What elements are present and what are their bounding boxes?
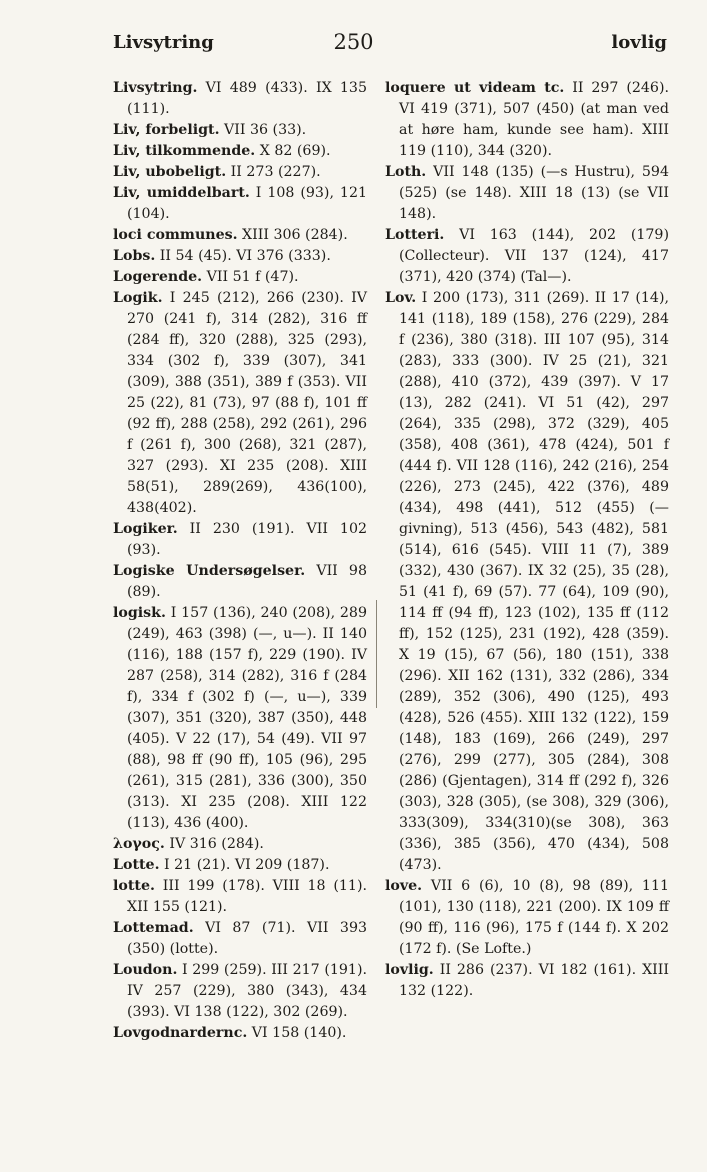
entry-headword: λογος.: [113, 836, 165, 852]
entry-headword: love.: [385, 878, 423, 894]
index-entry: [113, 1023, 367, 1044]
index-entry: [385, 225, 669, 288]
entry-references: VII 36 (33).: [219, 122, 307, 138]
index-entry: [113, 519, 367, 561]
index-entry: [113, 288, 367, 519]
entry-headword: loquere ut videam tc.: [385, 80, 565, 96]
entry-references: VII 6 (6), 10 (8), 98 (89), 111 (101), 130 (118), 221 (200). IX 109 ff (90 ff), 116 (96), 175 f (144 f). X 202 (172 f). (Se Lofte.): [399, 878, 669, 957]
index-entry: [113, 960, 367, 1023]
entry-headword: Logerende.: [113, 269, 203, 285]
entry-references: XIII 306 (284).: [237, 227, 348, 243]
header-right-catchword: lovlig: [611, 32, 667, 53]
entry-headword: Lobs.: [113, 248, 156, 264]
index-entry: [385, 288, 669, 876]
entry-references: VII 51 f (47).: [202, 269, 299, 285]
right-column: [385, 78, 669, 1002]
index-entry: [385, 876, 669, 960]
index-entry: [113, 561, 367, 603]
entry-headword: Lottemad.: [113, 920, 194, 936]
entry-references: X 82 (69).: [255, 143, 331, 159]
entry-headword: loci communes.: [113, 227, 238, 243]
index-entry: [113, 834, 367, 855]
entry-references: I 200 (173), 311 (269). II 17 (14), 141 (118), 189 (158), 276 (229), 284 f (236), 380 (318). III 107 (95), 314 (283), 333 (300). IV 25 (21), 321 (288), 410 (372), 439 (397). V 17 (13), 282 (241). VI 51 (42), 297 (264), 335 (298), 372 (329), 405 (358), 408 (361), 478 (424), 501 f (444 f). VII 128 (116), 242 (216), 254 (226), 273 (245), 422 (376), 489 (434), 498 (441), 512 (455) (—givning), 513 (456), 543 (482), 581 (514), 616 (545). VIII 11 (7), 389 (332), 430 (367). IX 32 (25), 35 (28), 51 (41 f), 69 (57). 77 (64), 109 (90), 114 ff (94 ff), 123 (102), 135 ff (112 ff), 152 (125), 231 (192), 428 (359). X 19 (15), 67 (56), 180 (151), 338 (296). XII 162 (131), 332 (286), 334 (289), 352 (306), 490 (125), 493 (428), 526 (455). XIII 132 (122), 159 (148), 183 (169), 266 (249), 297 (276), 299 (277), 305 (284), 308 (286) (Gjentagen), 314 ff (292 f), 326 (303), 328 (305), (se 308), 329 (306), 333(309), 334(310)(se 308), 363 (336), 385 (356), 470 (434), 508 (473).: [399, 290, 669, 873]
index-entry: [113, 225, 367, 246]
entry-references: VII 148 (135) (—s Hustru), 594 (525) (se 148). XIII 18 (13) (se VII 148).: [399, 164, 669, 222]
entry-references: VII 98 (89).: [127, 563, 367, 600]
entry-headword: Loth.: [385, 164, 427, 180]
entry-references: VI 158 (140).: [247, 1025, 347, 1041]
index-entry: [113, 876, 367, 918]
entry-references: I 157 (136), 240 (208), 289 (249), 463 (398) (—, u—). II 140 (116), 188 (157 f), 229 (190). IV 287 (258), 314 (282), 316 f (284 f), 334 f (302 f) (—, u—), 339 (307), 351 (320), 387 (350), 448 (405). V 22 (17), 54 (49). VII 97 (88), 98 ff (90 ff), 105 (96), 295 (261), 315 (281), 336 (300), 350 (313). XI 235 (208). XIII 122 (113), 436 (400).: [127, 605, 367, 831]
entry-headword: logisk.: [113, 605, 166, 621]
entry-references: VI 489 (433). IX 135 (111).: [127, 80, 367, 117]
entry-headword: Logiker.: [113, 521, 178, 537]
index-entry: [113, 162, 367, 183]
entry-headword: Liv, ubobeligt.: [113, 164, 227, 180]
entry-headword: Logik.: [113, 290, 163, 306]
entry-references: VI 87 (71). VII 393 (350) (lotte).: [127, 920, 367, 957]
index-entry: [113, 183, 367, 225]
entry-headword: Liv, forbeligt.: [113, 122, 220, 138]
page-number: 250: [333, 30, 374, 54]
entry-headword: Lotteri.: [385, 227, 445, 243]
entry-headword: lovlig.: [385, 962, 434, 978]
index-entry: [113, 246, 367, 267]
entry-references: II 230 (191). VII 102 (93).: [127, 521, 367, 558]
entry-headword: lotte.: [113, 878, 155, 894]
entry-headword: Lovgodnardernc.: [113, 1025, 248, 1041]
entry-references: I 299 (259). III 217 (191). IV 257 (229), 380 (343), 434 (393). VI 138 (122), 302 (269).: [127, 962, 367, 1020]
column-divider: [376, 600, 377, 708]
entry-references: II 286 (237). VI 182 (161). XIII 132 (122).: [399, 962, 669, 999]
entry-references: VI 163 (144), 202 (179) (Collecteur). VII 137 (124), 417 (371), 420 (374) (Tal—).: [399, 227, 669, 285]
entry-headword: Lov.: [385, 290, 417, 306]
entry-headword: Liv, tilkommende.: [113, 143, 256, 159]
index-entry: [113, 603, 367, 834]
index-entry: [113, 267, 367, 288]
entry-references: II 54 (45). VI 376 (333).: [155, 248, 331, 264]
index-entry: [385, 960, 669, 1002]
left-column: [113, 78, 367, 1044]
index-entry: [113, 78, 367, 120]
index-entry: [113, 120, 367, 141]
index-entry: [385, 78, 669, 162]
header-left-catchword: Livsytring: [113, 32, 214, 53]
index-entry: [113, 141, 367, 162]
index-entry: [385, 162, 669, 225]
entry-references: I 108 (93), 121 (104).: [127, 185, 368, 222]
entry-references: IV 316 (284).: [164, 836, 264, 852]
entry-headword: Logiske Undersøgelser.: [113, 563, 306, 579]
entry-headword: Loudon.: [113, 962, 178, 978]
entry-headword: Lotte.: [113, 857, 160, 873]
entry-references: II 297 (246). VI 419 (371), 507 (450) (at man ved at høre ham, kunde see ham). XIII 119 (110), 344 (320).: [399, 80, 670, 159]
index-entry: [113, 918, 367, 960]
index-entry: [113, 855, 367, 876]
entry-references: III 199 (178). VIII 18 (11). XII 155 (121).: [127, 878, 367, 915]
entry-references: II 273 (227).: [226, 164, 321, 180]
entry-headword: Liv, umiddelbart.: [113, 185, 250, 201]
entry-references: I 245 (212), 266 (230). IV 270 (241 f), 314 (282), 316 ff (284 ff), 320 (288), 325 (293), 334 (302 f), 339 (307), 341 (309), 388 (351), 389 f (353). VII 25 (22), 81 (73), 97 (88 f), 101 ff (92 ff), 288 (258), 292 (261), 296 f (261 f), 300 (268), 321 (287), 327 (293). XI 235 (208). XIII 58(51), 289(269), 436(100), 438(402).: [127, 290, 367, 516]
entry-headword: Livsytring.: [113, 80, 198, 96]
entry-references: I 21 (21). VI 209 (187).: [159, 857, 330, 873]
running-header: [0, 30, 707, 54]
